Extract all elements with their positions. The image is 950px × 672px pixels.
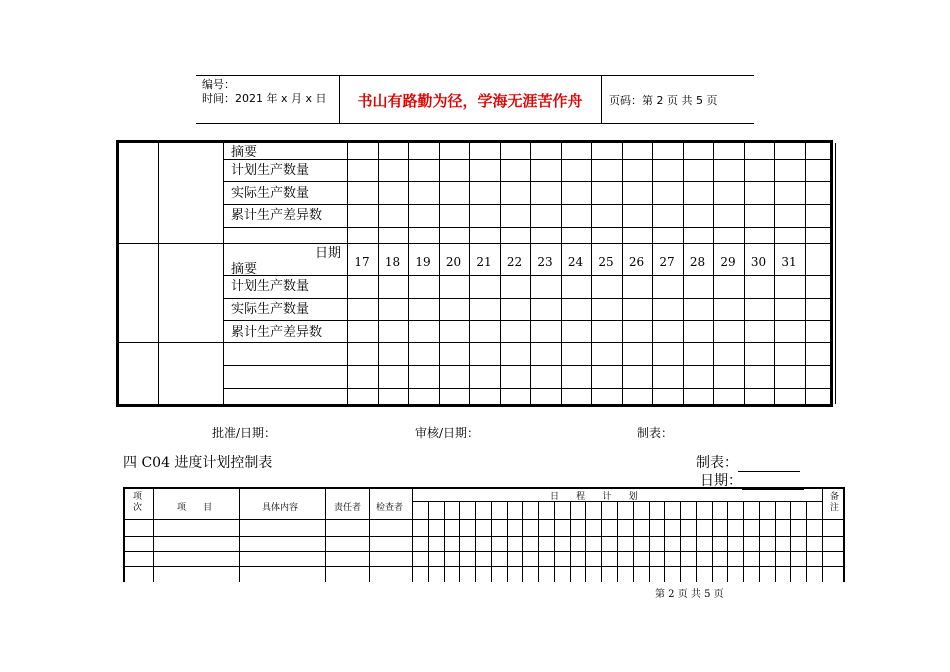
day-number: 26: [628, 255, 645, 269]
col-header-schedule: 日 程 计 划: [550, 492, 638, 502]
col-header-checker: 检查者: [376, 503, 404, 513]
day-number: 24: [567, 255, 584, 269]
grid-vline: [554, 501, 555, 582]
grid-vline: [475, 501, 476, 582]
grid-vline: [617, 501, 618, 582]
grid-vline: [347, 342, 348, 404]
grid-vline: [622, 342, 623, 404]
grid-vline: [713, 342, 714, 404]
grid-vline: [585, 501, 586, 582]
grid-vline: [591, 342, 592, 404]
col-header-item: 项 目: [177, 503, 213, 513]
grid-vline: [633, 501, 634, 582]
grid-hline: [223, 227, 830, 228]
grid-vline: [522, 501, 523, 582]
c04-prepared-label: 制表：: [696, 455, 738, 471]
grid-hline: [223, 365, 830, 366]
row-label-planned: 计划生产数量: [231, 279, 310, 294]
col-header-content: 具体内容: [262, 503, 299, 513]
header-motto: 书山有路勤为径，学海无涯苦作舟: [357, 92, 583, 110]
grid-hline: [223, 159, 830, 160]
grid-hline: [223, 275, 830, 276]
day-number: 21: [476, 255, 492, 269]
grid-vline: [538, 501, 539, 582]
grid-vline: [500, 342, 501, 404]
row-label-variance: 累计生产差异数: [231, 325, 323, 340]
grid-hline: [223, 320, 830, 321]
grid-vline: [759, 501, 760, 582]
grid-vline: [507, 501, 508, 582]
grid-vline: [790, 501, 791, 582]
grid-hline: [223, 181, 830, 182]
serial-number-label: 编号：: [202, 78, 235, 91]
grid-vline: [805, 342, 806, 404]
day-number: 28: [689, 255, 706, 269]
day-number: 23: [537, 255, 553, 269]
grid-vline: [530, 342, 531, 404]
col-header-seq: 项 次: [133, 492, 143, 513]
header-divider: [601, 75, 602, 123]
day-number: 18: [384, 255, 401, 269]
grid-vline: [664, 501, 665, 582]
grid-vline: [408, 342, 409, 404]
page-number-label: 页码：第 2 页 共 5 页: [609, 94, 718, 107]
grid-vline: [570, 501, 571, 582]
day-number: 30: [750, 255, 767, 269]
row-label-summary: 摘要: [231, 262, 258, 277]
grid-hline: [125, 566, 843, 567]
grid-vline: [561, 342, 562, 404]
day-number: 25: [598, 255, 614, 269]
day-number: 22: [506, 255, 523, 269]
grid-vline: [428, 501, 429, 582]
header-top-rule: [196, 75, 754, 76]
day-number: 29: [720, 255, 736, 269]
day-number: 31: [781, 255, 797, 269]
production-table: [116, 140, 833, 407]
form-title: 四 C04 进度计划控制表: [123, 455, 273, 471]
grid-hline: [223, 204, 830, 205]
col-header-owner: 责任者: [334, 503, 362, 513]
grid-vline: [835, 143, 836, 342]
review-date-label: 审核/日期：: [415, 426, 480, 440]
grid-vline: [459, 501, 460, 582]
row-label-actual: 实际生产数量: [231, 186, 310, 201]
c04-prepared-field: [696, 452, 800, 472]
grid-vline: [696, 501, 697, 582]
grid-vline: [775, 501, 776, 582]
day-number: 19: [415, 255, 431, 269]
grid-vline: [680, 501, 681, 582]
grid-vline: [727, 501, 728, 582]
day-number: 27: [659, 255, 675, 269]
row-label-summary: 摘要: [231, 145, 258, 160]
grid-vline: [835, 342, 836, 404]
grid-hline: [125, 551, 843, 552]
row-label-variance: 累计生产差异数: [231, 208, 323, 223]
grid-vline: [652, 342, 653, 404]
c04-date-label: 日期：: [700, 473, 742, 489]
grid-vline: [683, 342, 684, 404]
grid-vline: [158, 143, 159, 404]
grid-hline: [125, 536, 843, 537]
grid-hline: [125, 519, 843, 520]
grid-hline: [223, 388, 830, 389]
date-header-label: 日期: [315, 246, 342, 261]
grid-vline: [774, 342, 775, 404]
time-label: 时间：2021 年 x 月 x 日: [202, 92, 327, 105]
grid-vline: [806, 501, 807, 582]
approve-date-label: 批准/日期：: [212, 426, 277, 440]
grid-vline: [744, 342, 745, 404]
grid-vline: [491, 501, 492, 582]
prepared-by-label: 制表：: [637, 426, 674, 440]
grid-vline: [712, 501, 713, 582]
grid-vline: [469, 342, 470, 404]
row-label-planned: 计划生产数量: [231, 163, 310, 178]
grid-hline: [119, 243, 830, 244]
grid-vline: [743, 501, 744, 582]
header-bottom-rule: [196, 123, 754, 124]
grid-vline: [601, 501, 602, 582]
page-footer: 第 2 页 共 5 页: [655, 589, 724, 600]
grid-hline: [223, 298, 830, 299]
grid-vline: [439, 342, 440, 404]
grid-vline: [649, 501, 650, 582]
grid-vline: [444, 501, 445, 582]
schedule-control-table: [123, 487, 845, 582]
row-label-actual: 实际生产数量: [231, 302, 310, 317]
day-number: 20: [445, 255, 462, 269]
day-number: 17: [354, 255, 370, 269]
grid-hline: [119, 342, 830, 343]
grid-vline: [378, 342, 379, 404]
grid-vline: [822, 501, 823, 582]
col-header-remark: 备 注: [830, 492, 840, 513]
